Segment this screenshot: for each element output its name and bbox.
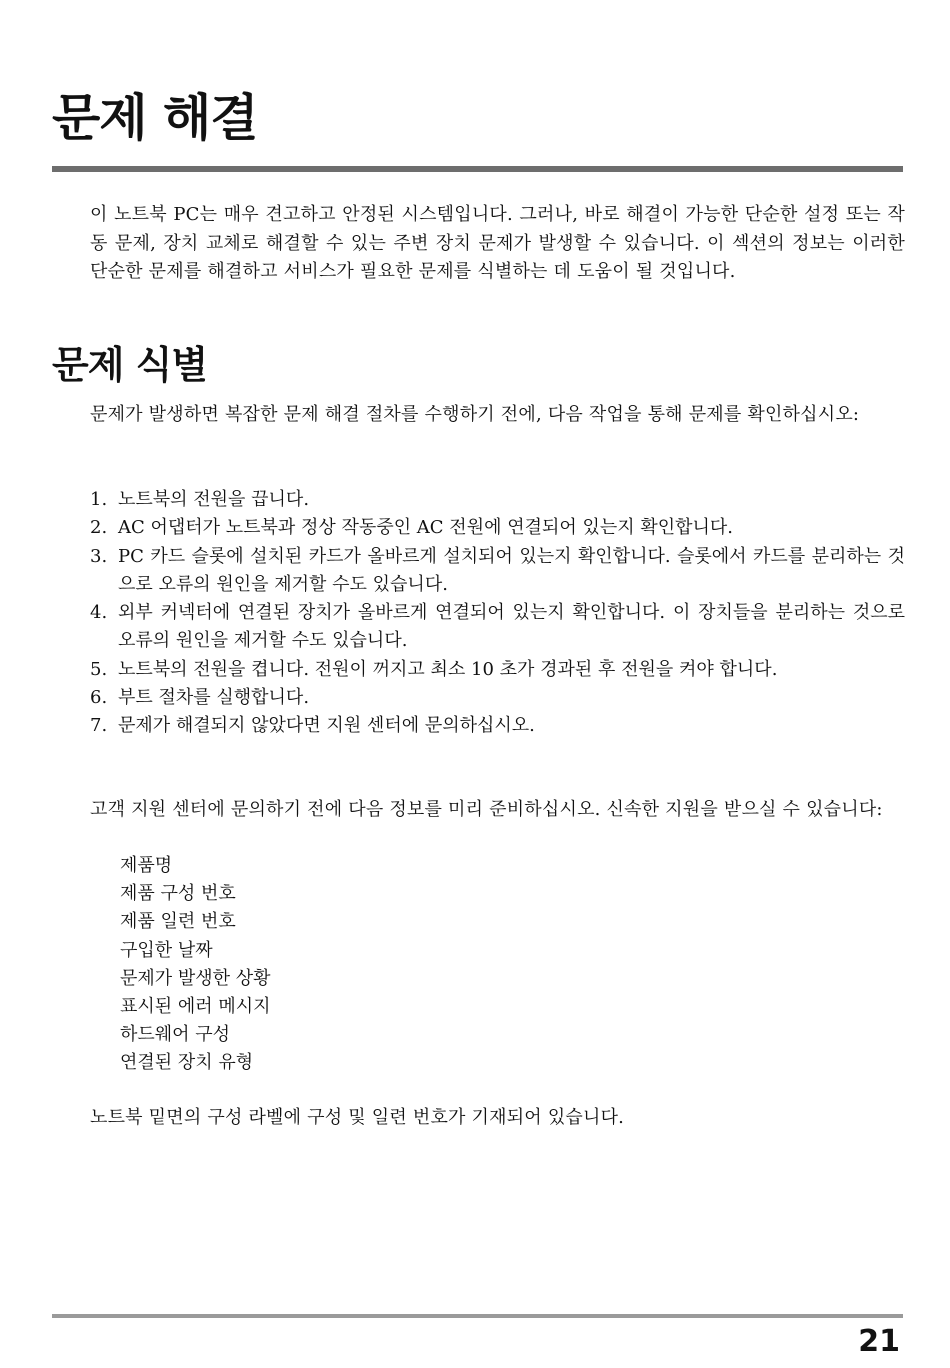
info-item: 제품 일련 번호 [120, 911, 236, 933]
section-lead-paragraph: 문제가 발생하면 복잡한 문제 해결 절차를 수행하기 전에, 다음 작업을 통해 문제를 확인하십시오: [90, 404, 860, 425]
step-number: 6. [90, 687, 108, 709]
title-divider [52, 166, 903, 172]
info-item: 구입한 날짜 [120, 939, 213, 961]
info-item: 문제가 발생한 상황 [120, 967, 271, 989]
label-note-paragraph: 노트북 밑면의 구성 라벨에 구성 및 일련 번호가 기재되어 있습니다. [90, 1107, 625, 1128]
required-info-list [120, 852, 271, 1078]
step-number: 1. [90, 489, 108, 510]
step-item [90, 514, 905, 542]
info-item: 하드웨어 구성 [120, 1024, 231, 1046]
step-number: 4. [90, 602, 108, 624]
step-number: 3. [90, 545, 108, 567]
intro-paragraph: 이 노트북 PC는 매우 견고하고 안정된 시스템입니다. 그러나, 바로 해결이 가능한 단순한 설정 또는 작동 문제, 장치 교체로 해결할 수 있는 주변 장치 문제가 발생할 수 있습니다. 이 섹션의 정보는 이러한 단순한 문제를 해결하고 서비스가 필요한 문제를 식별하는 데 도움이 될 것입니다. [90, 204, 905, 282]
footer-divider [52, 1314, 903, 1318]
step-text: 문제가 해결되지 않았다면 지원 센터에 문의하십시오. [118, 715, 535, 737]
step-item [90, 684, 905, 712]
info-item: 연결된 장치 유형 [120, 1052, 254, 1074]
step-number: 7. [90, 715, 108, 737]
step-text: PC 카드 슬롯에 설치된 카드가 올바르게 설치되어 있는지 확인합니다. 슬롯에서 카드를 분리하는 것으로 오류의 원인을 제거할 수도 있습니다. [118, 545, 905, 595]
step-text: 노트북의 전원을 끕니다. [118, 489, 310, 510]
step-item [90, 712, 905, 740]
troubleshooting-steps [90, 486, 905, 741]
step-text: 외부 커넥터에 연결된 장치가 올바르게 연결되어 있는지 확인합니다. 이 장치들을 분리하는 것으로 오류의 원인을 제거할 수도 있습니다. [118, 602, 905, 652]
step-item [90, 486, 905, 514]
step-text: 부트 절차를 실행합니다. [118, 687, 310, 709]
step-item [90, 543, 905, 600]
section-heading: 문제 식별 [52, 343, 208, 387]
info-item: 표시된 에러 메시지 [120, 996, 271, 1018]
step-text: AC 어댑터가 노트북과 정상 작동중인 AC 전원에 연결되어 있는지 확인합니다. [118, 517, 734, 539]
page-number: 21 [858, 1324, 900, 1359]
page-title: 문제 해결 [52, 89, 258, 147]
contact-paragraph: 고객 지원 센터에 문의하기 전에 다음 정보를 미리 준비하십시오. 신속한 지원을 받으실 수 있습니다: [90, 799, 883, 820]
info-item: 제품 구성 번호 [120, 883, 236, 905]
info-item: 제품명 [120, 855, 173, 876]
step-item [90, 656, 905, 684]
step-item [90, 599, 905, 656]
step-number: 5. [90, 658, 108, 680]
step-text: 노트북의 전원을 켭니다. 전원이 꺼지고 최소 10 초가 경과된 후 전원을 켜야 합니다. [118, 658, 778, 680]
step-number: 2. [90, 517, 108, 539]
